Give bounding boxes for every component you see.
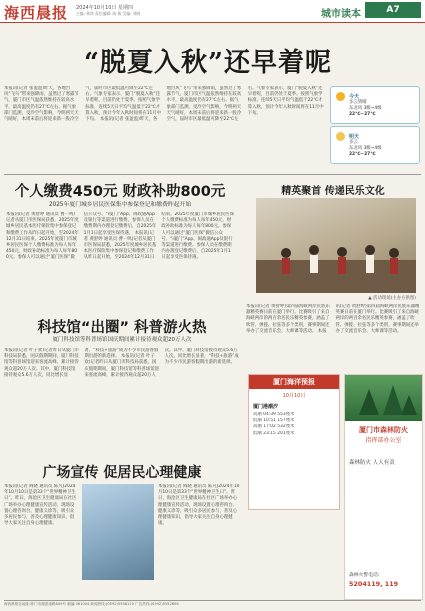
article3-text: 本报讯(记者 黄舒婷)第四届海峡两岸民族乐器精英赛日前在厦门举行。比赛吸引了来自海峡两岸的两百余名民乐精英参赛，涵盖了吹管、弹拨、拉弦等多个类别，赛事期间还举办了交流音乐会、大师课等活动。	[246, 304, 330, 334]
article5-body-left	[4, 484, 78, 598]
marine-forecast-title: 厦门海洋预报	[249, 375, 339, 389]
article4-body	[4, 348, 240, 456]
article4-text: 本报讯(记者 叶子欢)记者昨日从厦门市科技局获悉，国庆假期期间，厦门科技馆等科普场馆迎来客流高峰，累计接待观众超20万人次。其中，厦门科技馆接待观众5.6万人次，同比增长显著，“科技+旅游”成为不少市民游客假期出游的新选择。	[4, 348, 159, 378]
psa-hotline-number: 5204119, 119	[349, 580, 399, 588]
weather-today-sky: 多云到晴	[349, 100, 367, 105]
weather-tomorrow-card	[330, 126, 420, 164]
article3-headline: 精英聚首 传递民乐文化	[281, 186, 385, 197]
psa-title: 厦门市森林防火	[359, 426, 408, 434]
psa-hotline-label: 森林火警电话:	[349, 573, 380, 578]
divider	[4, 174, 421, 175]
article2-headline: 个人缴费450元 财政补助800元	[14, 184, 226, 200]
article1-body	[4, 86, 324, 170]
tide-row: 高潮 17:02 532厘米	[253, 424, 295, 430]
article2-text-cont: 本报讯(记者 黄舒婷 通讯员 曹一鸣)记者从厦门市医保局获悉，2025年度城乡居民基本医疗保险集中参保登记和缴费工作从昨日起开始，至2024年12月31日结束。2025年度厦门市城乡居民医保个人缴费标准为每人每年450元，财政补助标准为每人每年800元。参保人可以通过“厦门医保”微信公众号、“i厦门”App、闽政通App及银行等渠道进行缴费。参保人员在缴费期内办理登记缴费后，自2025年1月1日起享受医保待遇。	[83, 212, 234, 261]
weather-tomorrow-sky: 多云	[349, 140, 358, 145]
article4-text-cont: 本报讯(记者 叶子欢)记者昨日从厦门市科技局获悉，国庆假期期间，厦门科技馆等科普场馆迎来客流高峰，累计接待观众超20万人次。其中，厦门科技馆接待观众5.6万人次，同比增长显著，“科技+旅游”成为不少市民游客假期出游的新选择。	[84, 348, 239, 378]
psa-subtitle: 指挥部办公室	[365, 437, 402, 444]
section-title: 城市读本	[321, 9, 361, 20]
weather-tomorrow-temp: 22℃~27℃	[349, 152, 376, 157]
weather-tomorrow-label: 明天	[349, 134, 360, 140]
sun-icon	[336, 92, 345, 101]
concert-photo	[256, 198, 416, 293]
dateline	[76, 4, 140, 17]
newspaper-logo: 海西晨报	[4, 4, 69, 22]
footer-text: 海西晨报社地址:厦门市湖滨南路809号 邮编:361004 新闻热线:(0592)5558110 广告热线:(0592)5552606	[4, 602, 179, 606]
article3-body	[246, 304, 420, 370]
issue-date: 2024年10月10日 星期四	[76, 5, 134, 11]
article4-subheadline: 厦门科技馆等科普场馆国庆期间累计接待观众超20万人次	[52, 337, 192, 343]
article2-subheadline: 2025年厦门城乡居民医保集中参保登记和缴费昨起开始	[48, 202, 192, 208]
article1-text-cont: 本报讯(记者 张盈盈)昨天，各地台风“飞鸟”带来强降雨，虽然过了寒露节气，厦门市区气温依然维持在较高水平，最高温度仍有27℃左右。据气象部门监测，受冷空气影响，今明两天天气晴好，本周末前后将迎来新一股冷空气，届时市区最低温可降至22℃左右。气象专家表示，厦门“脱夏入秋”还早着呢，目前仍处于夏季。按照气象学标准，连续5天日平均气温低于22℃才算入秋，预计今年入秋时间将在11月中下旬。	[99, 86, 324, 123]
main-headline: “脱夏入秋”还早着呢	[84, 48, 332, 78]
weather-today-label: 今天	[349, 94, 360, 100]
tree-icon	[345, 375, 422, 421]
marine-forecast-date: 10月10日	[282, 393, 306, 399]
sun-icon	[336, 132, 345, 141]
tide-row: 高潮 04:39 553厘米	[253, 412, 295, 417]
article4-headline: 科技馆“出圈” 科普游火热	[37, 320, 207, 336]
weather-tomorrow-wind: 东北风 3级~4级	[349, 146, 382, 151]
editor-line: 主编: 林鸿 责任编辑: 陈 敏 美编: 刘晓	[76, 11, 141, 16]
tide-label: 厦门港潮汐	[253, 404, 279, 410]
square-event-photo	[82, 484, 154, 580]
photo-caption: ▲ 活动现场(主办方供图)	[368, 296, 416, 301]
article5-headline: 广场宣传 促居民心理健康	[42, 465, 202, 481]
tide-row: 低潮 10:51 157厘米	[253, 418, 295, 424]
footer-rule	[4, 600, 421, 601]
stage-performers-illustration	[256, 198, 416, 293]
article5-body-right	[158, 484, 240, 598]
tide-row: 低潮 23:15 201厘米	[253, 430, 295, 436]
page-number-badge: A7	[365, 2, 421, 18]
weather-today-card	[330, 86, 420, 124]
weather-today-temp: 22℃~27℃	[349, 112, 376, 117]
article3-text-cont: 本报讯(记者 黄舒婷)第四届海峡两岸民族乐器精英赛日前在厦门举行。比赛吸引了来自海峡两岸的两百余名民乐精英参赛，涵盖了吹管、弹拨、拉弦等多个类别，赛事期间还举办了交流音乐会、大师课等活动。	[317, 304, 420, 334]
article2-body	[6, 212, 234, 310]
psa-slogan: 森林防火 人人有责	[349, 460, 395, 466]
marine-forecast-panel	[248, 374, 340, 510]
article5-text-cont: 本报讯(记者 阎晓 通讯员 陈凡)2024年10月10日是第33个“世界精神卫生日”。昨日，海沧区卫生健康局在社区广场举办心理健康宣传活动，现场设置心理咨询台、健康义诊等，吸引众多居民参与，普及心理健康知识，倡导大家关注自身心理健康。	[158, 484, 240, 527]
forest-fire-psa	[344, 374, 423, 600]
forest-illustration	[345, 375, 422, 421]
article2-text: 本报讯(记者 黄舒婷 通讯员 曹一鸣)记者从厦门市医保局获悉，2025年度城乡居民基本医疗保险集中参保登记和缴费工作从昨日起开始，至2024年12月31日结束。2025年度厦门市城乡居民医保个人缴费标准为每人每年450元，财政补助标准为每人每年800元。参保人可以通过“厦门医保”微信公众号、“i厦门”App、闽政通App及银行等渠道进行缴费。参保人员在缴费期内办理登记缴费后，自2025年1月1日起享受医保待遇。	[6, 212, 157, 261]
article1-text: 本报讯(记者 张盈盈)昨天，各地台风“飞鸟”带来强降雨，虽然过了寒露节气，厦门市区气温依然维持在较高水平，最高温度仍有27℃左右。据气象部门监测，受冷空气影响，今明两天天气晴好，本周末前后将迎来新一股冷空气，届时市区最低温可降至22℃左右。气象专家表示，厦门“脱夏入秋”还早着呢，目前仍处于夏季。按照气象学标准，连续5天日平均气温低于22℃才算入秋，预计今年入秋时间将在11月中下旬。	[4, 86, 162, 123]
weather-today-wind: 东北风 3级~4级	[349, 106, 382, 111]
article5-text: 本报讯(记者 阎晓 通讯员 陈凡)2024年10月10日是第33个“世界精神卫生日”。昨日，海沧区卫生健康局在社区广场举办心理健康宣传活动，现场设置心理咨询台、健康义诊等，吸引众多居民参与，普及心理健康知识，倡导大家关注自身心理健康。	[4, 484, 77, 527]
